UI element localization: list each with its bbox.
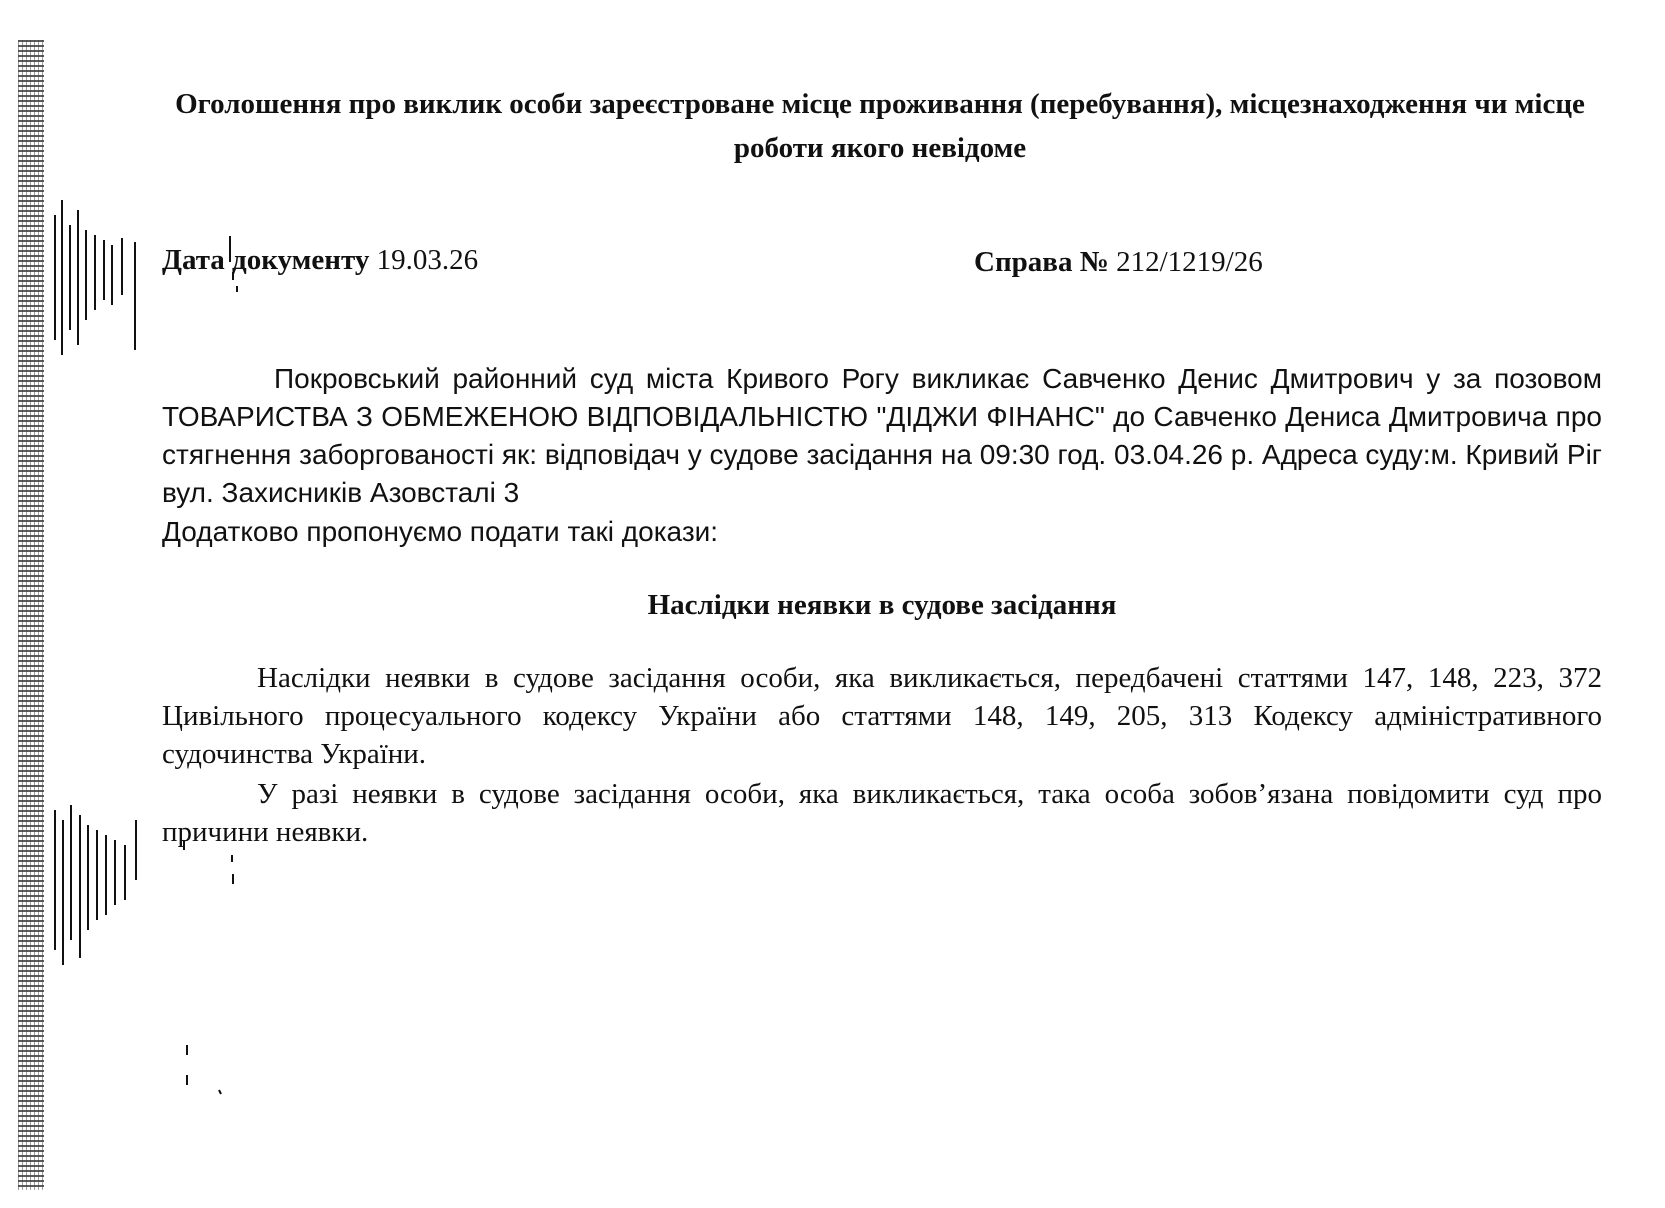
case-number-value: 212/1219/26 (1116, 246, 1263, 278)
notice-title: Оголошення про виклик особи зареєстроване місце проживання (перебування), місцезнаходження чи місце роботи якого невідоме (175, 88, 1585, 164)
document-date (162, 240, 478, 280)
summons-paragraph: Покровський районний суд міста Кривого Рогу викликає Савченко Денис Дмитрович у за позовом ТОВАРИСТВА З ОБМЕЖЕНОЮ ВІДПОВІДАЛЬНІСТЮ "ДІДЖИ ФІНАНС" до Савченко Дениса Дмитровича про стягнення заборгованості як: відповідач у судове засідання на 09:30 год. 03.04.26 р. Адреса суду:м. Кривий Ріг вул. Захисників Азовсталі 3 (162, 363, 1602, 508)
document-date-value: 19.03.26 (376, 244, 479, 276)
consequences-heading: Наслідки неявки в судове засідання (647, 589, 1117, 621)
evidence-request-line: Додатково пропонуємо подати такі докази: (162, 516, 719, 547)
consequences-paragraph: Наслідки неявки в судове засідання особи, яка викликається, передбачені статтями 147, 148, 223, 372 Цивільного процесуального кодексу України або статтями 148, 149, 205, 313 Кодексу адміністративного судочинства України. (162, 662, 1602, 770)
case-number-label: Справа № (974, 246, 1109, 278)
document-date-label: Дата документу (162, 244, 370, 276)
obligation-paragraph: У разі неявки в судове засідання особи, яка викликається, така особа зобов’язана повідомити суд про причини неявки. (162, 778, 1602, 848)
case-number (974, 242, 1263, 282)
